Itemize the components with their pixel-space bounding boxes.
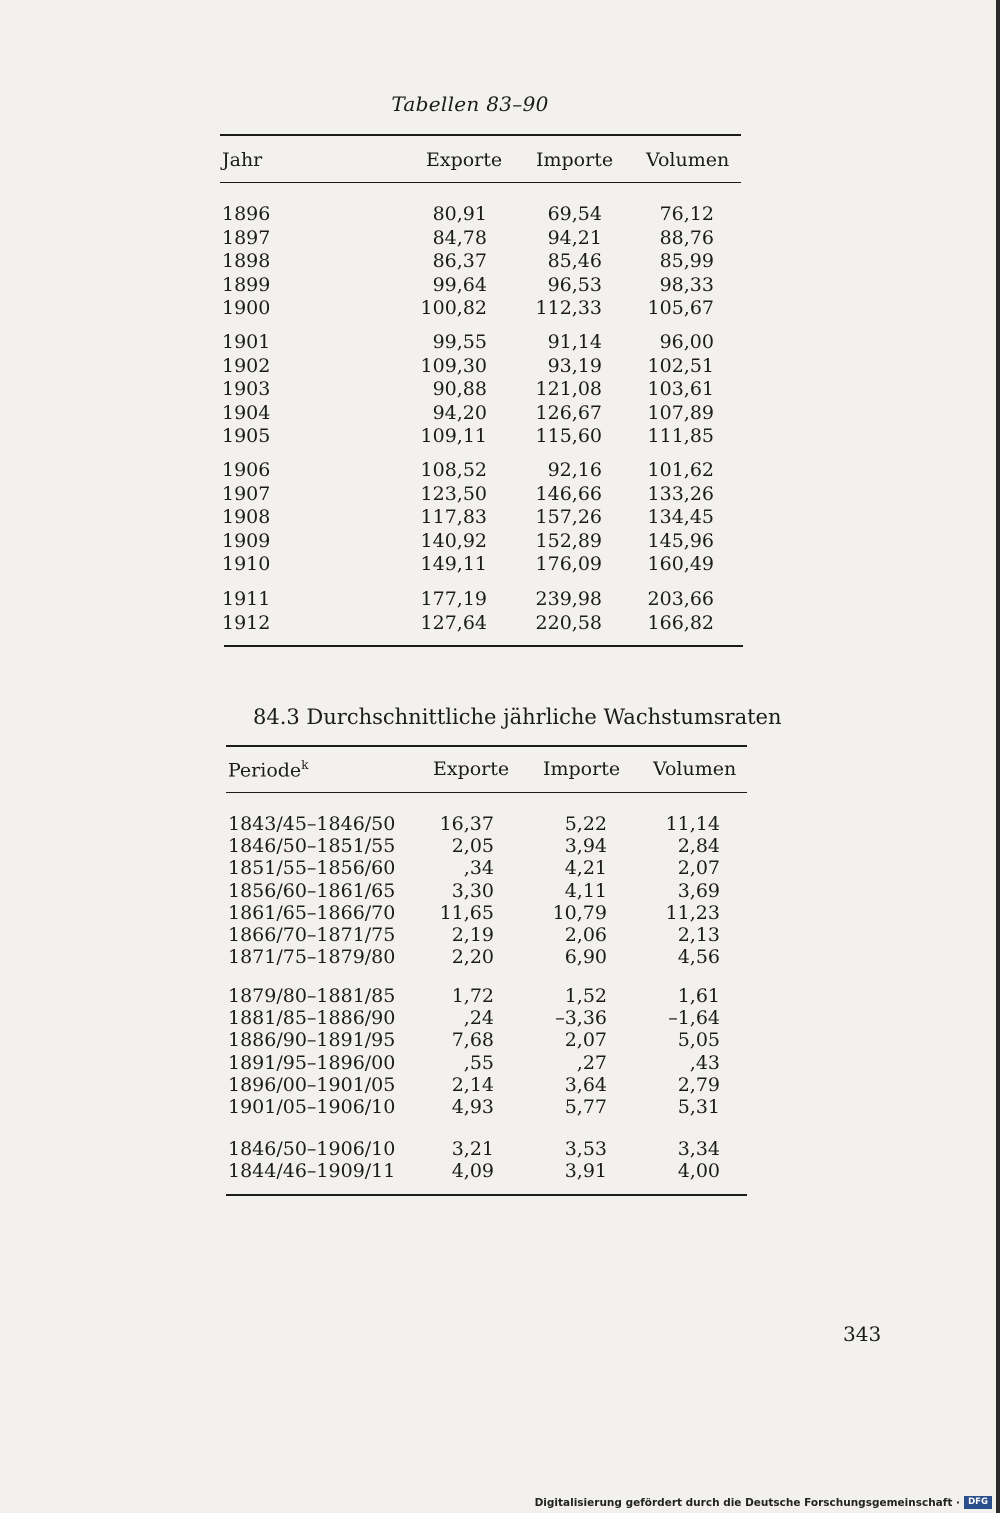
imports-cell: 3,94 <box>564 835 607 858</box>
year-cell: 1911 <box>222 588 271 610</box>
imports-cell: 91,14 <box>547 331 602 353</box>
exports-cell: 3,21 <box>451 1138 494 1160</box>
exports-cell: 117,83 <box>420 506 487 528</box>
table-row <box>228 924 748 948</box>
table1-top-rule <box>220 134 741 136</box>
volume-cell: 11,23 <box>665 901 720 924</box>
table2-title: 84.3 Durchschnittliche jährliche Wachstumsraten <box>253 705 782 729</box>
year-cell: 1897 <box>222 226 271 249</box>
table-row <box>228 1138 748 1162</box>
imports-cell: 94,21 <box>547 226 602 249</box>
imports-cell: 220,58 <box>535 611 602 634</box>
imports-cell: 126,67 <box>535 401 602 424</box>
volume-cell: 2,79 <box>677 1073 720 1096</box>
exports-cell: ,24 <box>463 1007 494 1030</box>
imports-cell: 4,11 <box>564 879 607 902</box>
period-cell: 1856/60–1861/65 <box>228 879 396 902</box>
table2-header-volume: Volumen <box>653 758 737 780</box>
period-cell: 1901/05–1906/10 <box>228 1096 396 1118</box>
exports-cell: 2,19 <box>451 924 494 946</box>
volume-cell: 133,26 <box>647 482 714 505</box>
table-row <box>222 459 742 483</box>
exports-cell: 100,82 <box>420 297 487 319</box>
exports-cell: 86,37 <box>432 250 487 272</box>
imports-cell: 93,19 <box>547 354 602 377</box>
period-cell: 1871/75–1879/80 <box>228 946 396 969</box>
period-cell: 1879/80–1881/85 <box>228 985 396 1007</box>
imports-cell: 92,16 <box>547 459 602 481</box>
dfg-logo: DFG <box>964 1496 992 1509</box>
exports-cell: 90,88 <box>432 378 487 400</box>
table-row <box>222 612 742 636</box>
table-row <box>222 425 742 449</box>
table2-header-exports: Exporte <box>433 758 510 780</box>
imports-cell: 6,90 <box>564 946 607 969</box>
table1-bottom-rule <box>224 645 743 647</box>
period-cell: 1844/46–1909/11 <box>228 1160 396 1183</box>
exports-cell: 16,37 <box>439 813 494 835</box>
exports-cell: 177,19 <box>420 588 487 610</box>
imports-cell: 2,06 <box>564 924 607 946</box>
imports-cell: 3,53 <box>564 1138 607 1160</box>
exports-cell: 108,52 <box>420 459 487 481</box>
table-row <box>228 902 748 926</box>
table-row <box>222 378 742 402</box>
exports-cell: 2,05 <box>451 835 494 858</box>
imports-cell: 121,08 <box>535 378 602 400</box>
imports-cell: –3,36 <box>555 1007 607 1030</box>
table-row <box>222 227 742 251</box>
year-cell: 1907 <box>222 482 271 505</box>
exports-cell: 99,64 <box>432 273 487 296</box>
volume-cell: 2,13 <box>677 924 720 946</box>
table2-header-period-footnote: k <box>301 758 309 772</box>
exports-cell: 84,78 <box>432 226 487 249</box>
volume-cell: 76,12 <box>659 203 714 225</box>
table1-header-exports: Exporte <box>426 149 503 171</box>
table1-header-row <box>222 149 742 173</box>
table2-header-period <box>228 758 308 781</box>
table-row <box>222 274 742 298</box>
table1-header-imports: Importe <box>536 149 614 171</box>
imports-cell: 69,54 <box>547 203 602 225</box>
year-cell: 1900 <box>222 297 271 319</box>
period-cell: 1891/95–1896/00 <box>228 1051 396 1074</box>
table-row <box>228 857 748 881</box>
period-cell: 1886/90–1891/95 <box>228 1029 396 1052</box>
table-row <box>222 483 742 507</box>
imports-cell: 5,22 <box>564 813 607 835</box>
exports-cell: 140,92 <box>420 529 487 552</box>
volume-cell: 105,67 <box>647 297 714 319</box>
exports-cell: 99,55 <box>432 331 487 353</box>
period-cell: 1846/50–1906/10 <box>228 1138 396 1160</box>
imports-cell: 5,77 <box>564 1096 607 1118</box>
volume-cell: 11,14 <box>665 813 720 835</box>
exports-cell: ,34 <box>463 857 494 880</box>
volume-cell: 166,82 <box>647 611 714 634</box>
year-cell: 1898 <box>222 250 271 272</box>
exports-cell: 4,09 <box>451 1160 494 1183</box>
period-cell: 1881/85–1886/90 <box>228 1007 396 1030</box>
imports-cell: 4,21 <box>564 857 607 880</box>
exports-cell: 127,64 <box>420 611 487 634</box>
volume-cell: 160,49 <box>647 553 714 575</box>
exports-cell: 94,20 <box>432 401 487 424</box>
exports-cell: 3,30 <box>451 879 494 902</box>
table1-header-volume: Volumen <box>646 149 730 171</box>
imports-cell: 1,52 <box>564 985 607 1007</box>
page-edge <box>996 0 1000 1513</box>
exports-cell: 1,72 <box>451 985 494 1007</box>
year-cell: 1912 <box>222 611 271 634</box>
volume-cell: 1,61 <box>677 985 720 1007</box>
table-row <box>228 1029 748 1053</box>
exports-cell: 7,68 <box>451 1029 494 1052</box>
volume-cell: 4,00 <box>677 1160 720 1183</box>
volume-cell: 4,56 <box>677 946 720 969</box>
volume-cell: 102,51 <box>647 354 714 377</box>
table-row <box>228 1096 748 1120</box>
table-row <box>228 1007 748 1031</box>
volume-cell: 5,05 <box>677 1029 720 1052</box>
year-cell: 1901 <box>222 331 271 353</box>
table-row <box>222 588 742 612</box>
exports-cell: 11,65 <box>439 901 494 924</box>
running-header: Tabellen 83–90 <box>391 92 549 116</box>
table-row <box>222 553 742 577</box>
imports-cell: 176,09 <box>535 553 602 575</box>
page-number: 343 <box>843 1322 882 1346</box>
volume-cell: 98,33 <box>659 273 714 296</box>
volume-cell: 203,66 <box>647 588 714 610</box>
year-cell: 1903 <box>222 378 271 400</box>
imports-cell: 96,53 <box>547 273 602 296</box>
volume-cell: 2,07 <box>677 857 720 880</box>
volume-cell: 88,76 <box>659 226 714 249</box>
volume-cell: 111,85 <box>647 425 714 447</box>
exports-cell: 109,30 <box>420 354 487 377</box>
year-cell: 1896 <box>222 203 271 225</box>
table-row <box>222 402 742 426</box>
imports-cell: 112,33 <box>535 297 602 319</box>
year-cell: 1906 <box>222 459 271 481</box>
table-row <box>228 813 748 837</box>
period-cell: 1861/65–1866/70 <box>228 901 396 924</box>
table2-header-imports: Importe <box>543 758 621 780</box>
table-row <box>228 880 748 904</box>
exports-cell: 109,11 <box>420 425 487 447</box>
year-cell: 1910 <box>222 553 271 575</box>
imports-cell: 3,64 <box>564 1073 607 1096</box>
volume-cell: 5,31 <box>677 1096 720 1118</box>
volume-cell: ,43 <box>689 1051 720 1074</box>
exports-cell: 149,11 <box>420 553 487 575</box>
volume-cell: 134,45 <box>647 506 714 528</box>
volume-cell: 96,00 <box>659 331 714 353</box>
volume-cell: 3,34 <box>677 1138 720 1160</box>
table-row <box>222 331 742 355</box>
table2-header-period-label: Periode <box>228 759 302 782</box>
volume-cell: 2,84 <box>677 835 720 858</box>
table2-top-rule <box>226 745 747 747</box>
table-row <box>222 530 742 554</box>
period-cell: 1851/55–1856/60 <box>228 857 396 880</box>
year-cell: 1908 <box>222 506 271 528</box>
exports-cell: 2,14 <box>451 1073 494 1096</box>
table-row <box>222 297 742 321</box>
table1-header-rule <box>220 182 741 183</box>
volume-cell: 101,62 <box>647 459 714 481</box>
imports-cell: 85,46 <box>547 250 602 272</box>
period-cell: 1846/50–1851/55 <box>228 835 396 858</box>
exports-cell: 123,50 <box>420 482 487 505</box>
table-row <box>228 1160 748 1184</box>
imports-cell: ,27 <box>576 1051 607 1074</box>
exports-cell: 4,93 <box>451 1096 494 1118</box>
table-row <box>222 506 742 530</box>
volume-cell: 103,61 <box>647 378 714 400</box>
volume-cell: 145,96 <box>647 529 714 552</box>
imports-cell: 239,98 <box>535 588 602 610</box>
imports-cell: 10,79 <box>552 901 607 924</box>
table1-header-year: Jahr <box>222 149 263 171</box>
table-row <box>228 1052 748 1076</box>
period-cell: 1843/45–1846/50 <box>228 813 396 835</box>
year-cell: 1905 <box>222 425 271 447</box>
imports-cell: 157,26 <box>535 506 602 528</box>
table-row <box>228 985 748 1009</box>
table2-bottom-rule <box>226 1194 747 1196</box>
table-row <box>222 203 742 227</box>
imports-cell: 146,66 <box>535 482 602 505</box>
imports-cell: 2,07 <box>564 1029 607 1052</box>
volume-cell: 107,89 <box>647 401 714 424</box>
footer-funding-note: Digitalisierung gefördert durch die Deutsche Forschungsgemeinschaft · <box>534 1497 960 1509</box>
table2-header-rule <box>226 792 747 793</box>
year-cell: 1902 <box>222 354 271 377</box>
table-row <box>222 355 742 379</box>
year-cell: 1904 <box>222 401 271 424</box>
imports-cell: 115,60 <box>535 425 602 447</box>
table-row <box>222 250 742 274</box>
year-cell: 1899 <box>222 273 271 296</box>
table2-header-row <box>228 758 748 782</box>
imports-cell: 152,89 <box>535 529 602 552</box>
volume-cell: 3,69 <box>677 879 720 902</box>
table-row <box>228 835 748 859</box>
imports-cell: 3,91 <box>564 1160 607 1183</box>
exports-cell: 2,20 <box>451 946 494 969</box>
exports-cell: ,55 <box>463 1051 494 1074</box>
volume-cell: –1,64 <box>668 1007 720 1030</box>
exports-cell: 80,91 <box>432 203 487 225</box>
table-row <box>228 946 748 970</box>
volume-cell: 85,99 <box>659 250 714 272</box>
period-cell: 1896/00–1901/05 <box>228 1073 396 1096</box>
table-row <box>228 1074 748 1098</box>
year-cell: 1909 <box>222 529 271 552</box>
period-cell: 1866/70–1871/75 <box>228 924 396 946</box>
